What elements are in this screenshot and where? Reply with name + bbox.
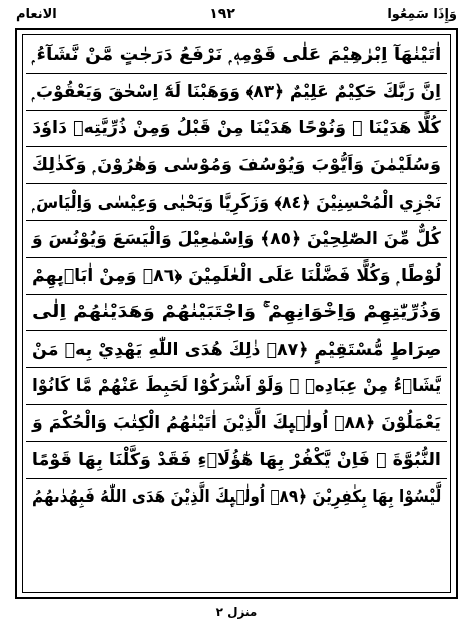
line-text: لُوْطًا ۭ وَكُلًّا فَضَّلْنَا عَلَى الْعٰلَمِيْنَ ﴿٨٦﴾ وَمِنْ اٰبَاۗىِٕهِمْ [31,265,441,286]
text-line [26,442,447,479]
text-line [26,111,447,148]
line-text: كُلٌّ مِّنَ الصّٰلِحِيْنَ ﴿٨٥﴾ وَاِسْمٰعِيْلَ وَالْيَسَعَ وَيُوْنُسَ وَ [32,229,441,250]
text-block [26,37,447,590]
juz-title: وَإِذَا سَمِعُوا [387,6,457,22]
text-line [26,368,447,405]
manzil-label: منزل ٢ [215,605,258,619]
page-footer [0,600,473,624]
text-line [26,221,447,258]
line-text: وَسُلَيْمٰنَ وَاَيُّوْبَ وَيُوْسُفَ وَمُوْسٰى وَهٰرُوْنَ ۭ وَكَذٰلِكَ [31,155,441,176]
text-line [26,184,447,221]
line-text: صِرَاطٍ مُّسْتَقِيْمٍ ﴿٨٧﴾ ذٰلِكَ هُدَى اللّٰهِ يَهْدِيْ بِهٖ مَنْ [31,339,441,360]
line-text: النُّبُوَّةَ ۚ فَاِنْ يَّكْفُرْ بِهَا هٰٓؤُلَاۗءِ فَقَدْ وَكَّلْنَا بِهَا قَوْمًا [31,449,441,470]
text-line [26,331,447,368]
line-text: وَذُرِّيّٰتِهِمْ وَاِخْوَانِهِمْ ۚ وَاجْتَبَيْنٰهُمْ وَهَدَيْنٰهُمْ اِلٰى [31,302,441,323]
text-line [26,479,447,516]
page-header [16,0,457,28]
line-text: نَجْزِي الْمُحْسِنِيْنَ ﴿٨٤﴾ وَزَكَرِيَّا وَيَحْيٰى وَعِيْسٰى وَاِلْيَاسَ ۭ [31,192,441,213]
line-text: اِنَّ رَبَّكَ حَكِيْمٌ عَلِيْمٌ ﴿٨٣﴾ وَوَهَبْنَا لَهٗٓ اِسْحٰقَ وَيَعْقُوْبَ ۭ [31,82,441,103]
line-text: يَّشَاۗءُ مِنْ عِبَادِهٖ ۭ وَلَوْ اَشْرَكُوْا لَحَبِطَ عَنْهُمْ مَّا كَانُوْا [31,376,441,397]
line-text: يَعْمَلُوْنَ ﴿٨٨﴾ اُولٰۗىِٕكَ الَّذِيْنَ اٰتَيْنٰهُمُ الْكِتٰبَ وَالْحُكْمَ وَ [32,413,441,434]
text-line [26,405,447,442]
text-line [26,147,447,184]
text-line [26,74,447,111]
surah-title: الانعام [16,6,57,22]
line-text: كُلًّا هَدَيْنَا ۚ وَنُوْحًا هَدَيْنَا مِنْ قَبْلُ وَمِنْ ذُرِّيَّتِهٖ دَاوٗدَ [32,118,441,139]
text-line [26,295,447,332]
line-text: اٰتَيْنٰهَآ اِبْرٰهِيْمَ عَلٰى قَوْمِهٖ ۭ نَرْفَعُ دَرَجٰتٍ مَّنْ نَّشَآءُ ۭ [31,44,441,65]
text-line [26,258,447,295]
line-text: لَّيْسُوْا بِهَا بِكٰفِرِيْنَ ﴿٨٩﴾ اُولٰۗىِٕكَ الَّذِيْنَ هَدَى اللّٰهُ فَبِهُدٰىهُمُ [31,487,441,508]
page-number: ١٩٢ [209,6,235,22]
text-line [26,37,447,74]
